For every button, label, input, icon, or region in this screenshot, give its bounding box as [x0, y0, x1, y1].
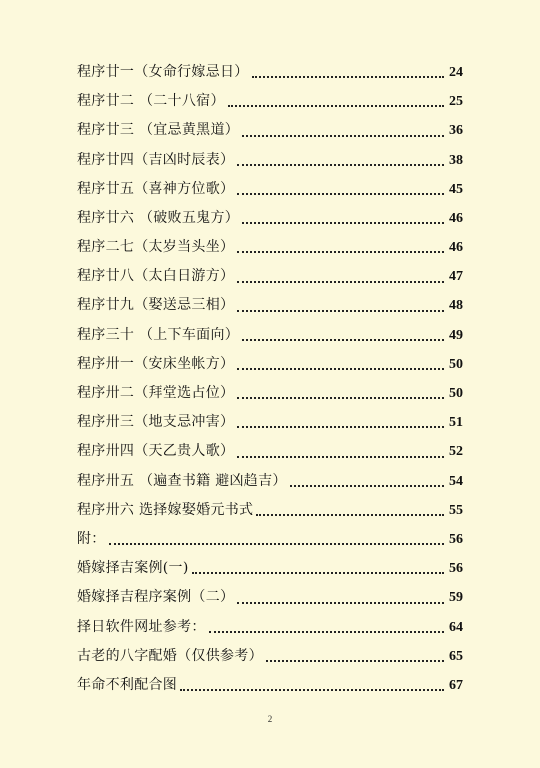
toc-dot-leader — [237, 350, 444, 379]
toc-entry-title: 择日软件网址参考： — [77, 618, 206, 635]
toc-entry-title: 程序卅四（天乙贵人歌） — [77, 443, 235, 460]
toc-entry[interactable] — [77, 496, 463, 525]
toc-entry-title: 程序廿三 （宜忌黄黑道） — [77, 122, 240, 139]
toc-entry[interactable] — [77, 204, 463, 233]
toc-entry[interactable] — [77, 262, 463, 291]
toc-entry-title: 婚嫁择吉程序案例（二） — [77, 589, 235, 606]
toc-dot-leader — [237, 437, 444, 466]
toc-entry[interactable] — [77, 525, 463, 554]
toc-dot-leader — [242, 204, 444, 233]
toc-entry-title: 程序卅五 （遍查书籍 避凶趋吉） — [77, 472, 287, 489]
toc-entry-page: 59 — [449, 590, 463, 606]
toc-entry-title: 程序二七（太岁当头坐） — [77, 239, 235, 256]
toc-entry-title: 程序卅六 选择嫁娶婚元书式 — [77, 501, 254, 518]
toc-entry-title: 程序廿八（太白日游方） — [77, 268, 235, 285]
toc-entry-title: 程序廿二 （二十八宿） — [77, 93, 225, 110]
toc-dot-leader — [180, 671, 444, 700]
toc-dot-leader — [209, 613, 444, 642]
toc-dot-leader — [252, 58, 444, 87]
toc-dot-leader — [266, 642, 444, 671]
table-of-contents — [77, 58, 463, 700]
toc-dot-leader — [237, 233, 444, 262]
toc-entry[interactable] — [77, 437, 463, 466]
toc-entry[interactable] — [77, 58, 463, 87]
toc-dot-leader — [237, 175, 444, 204]
toc-entry[interactable] — [77, 583, 463, 612]
toc-entry-title: 程序卅一（安床坐帐方） — [77, 355, 235, 372]
toc-entry-title: 程序廿四（吉凶时辰表） — [77, 151, 235, 168]
toc-entry[interactable] — [77, 554, 463, 583]
toc-entry-page: 36 — [449, 123, 463, 139]
toc-entry[interactable] — [77, 292, 463, 321]
toc-entry-title: 程序三十 （上下车面向） — [77, 326, 240, 343]
toc-dot-leader — [237, 408, 444, 437]
toc-entry-page: 45 — [449, 181, 463, 197]
toc-entry-page: 51 — [449, 415, 463, 431]
toc-dot-leader — [242, 116, 444, 145]
toc-entry-page: 54 — [449, 473, 463, 489]
toc-dot-leader — [192, 554, 444, 583]
toc-entry[interactable] — [77, 175, 463, 204]
toc-entry-title: 婚嫁择吉案例(一) — [77, 560, 189, 577]
toc-entry-page: 50 — [449, 386, 463, 402]
toc-dot-leader — [256, 496, 444, 525]
toc-dot-leader — [109, 525, 444, 554]
toc-entry[interactable] — [77, 408, 463, 437]
toc-entry-title: 程序卅三（地支忌冲害） — [77, 414, 235, 431]
page-number: 2 — [267, 714, 273, 724]
toc-entry[interactable] — [77, 146, 463, 175]
toc-entry-title: 程序廿九（娶送忌三相） — [77, 297, 235, 314]
toc-entry-page: 56 — [449, 531, 463, 547]
toc-entry-title: 程序卅二（拜堂选占位） — [77, 385, 235, 402]
toc-entry[interactable] — [77, 671, 463, 700]
toc-entry-page: 56 — [449, 561, 463, 577]
toc-dot-leader — [290, 467, 444, 496]
toc-entry-title: 附： — [77, 530, 106, 547]
toc-entry-page: 67 — [449, 677, 463, 693]
toc-entry[interactable] — [77, 467, 463, 496]
toc-entry-page: 64 — [449, 619, 463, 635]
toc-entry-page: 46 — [449, 240, 463, 256]
toc-entry[interactable] — [77, 642, 463, 671]
toc-entry[interactable] — [77, 613, 463, 642]
toc-entry-page: 49 — [449, 327, 463, 343]
toc-entry-title: 程序廿一（女命行嫁忌日） — [77, 63, 249, 80]
toc-dot-leader — [228, 87, 444, 116]
toc-entry[interactable] — [77, 116, 463, 145]
toc-entry-page: 65 — [449, 648, 463, 664]
toc-dot-leader — [242, 321, 444, 350]
toc-entry-title: 古老的八字配婚（仅供参考） — [77, 647, 263, 664]
toc-entry[interactable] — [77, 321, 463, 350]
toc-entry-page: 25 — [449, 94, 463, 110]
toc-entry-page: 55 — [449, 502, 463, 518]
toc-dot-leader — [237, 379, 444, 408]
toc-dot-leader — [237, 583, 444, 612]
toc-entry-page: 50 — [449, 356, 463, 372]
toc-entry[interactable] — [77, 379, 463, 408]
toc-entry-page: 48 — [449, 298, 463, 314]
toc-entry-page: 47 — [449, 269, 463, 285]
toc-dot-leader — [237, 146, 444, 175]
toc-entry-page: 46 — [449, 210, 463, 226]
toc-dot-leader — [237, 292, 444, 321]
toc-entry-page: 24 — [449, 64, 463, 80]
toc-entry[interactable] — [77, 233, 463, 262]
toc-entry[interactable] — [77, 87, 463, 116]
toc-entry[interactable] — [77, 350, 463, 379]
toc-entry-page: 52 — [449, 444, 463, 460]
toc-entry-title: 程序廿五（喜神方位歌） — [77, 180, 235, 197]
toc-entry-page: 38 — [449, 152, 463, 168]
toc-entry-title: 程序廿六 （破败五鬼方） — [77, 209, 240, 226]
toc-dot-leader — [237, 262, 444, 291]
toc-entry-title: 年命不利配合图 — [77, 676, 178, 693]
